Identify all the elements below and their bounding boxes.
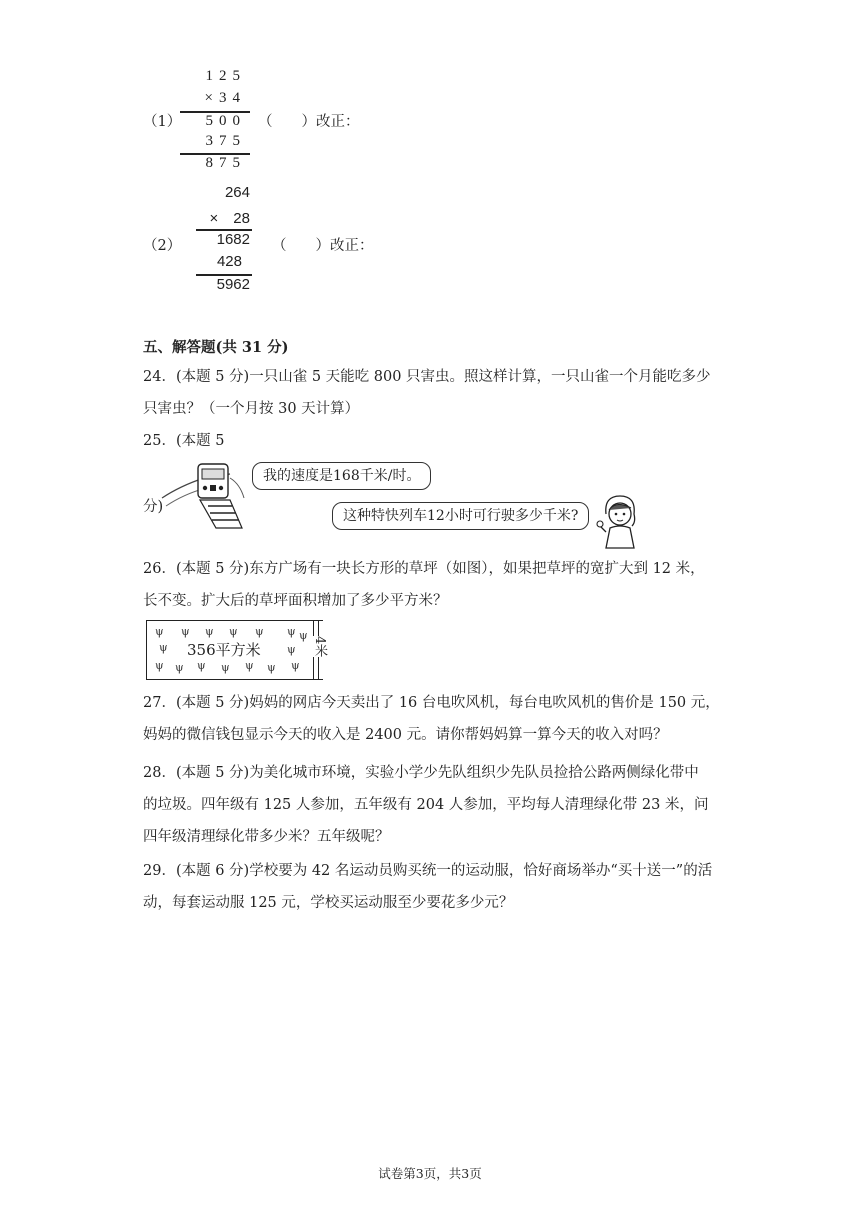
q23-part2-label: （2） [143, 238, 182, 254]
q23-part2-row: 5962 [216, 276, 250, 293]
q23-part1-label: （1） [143, 114, 182, 130]
q23-part1-row: 375 [205, 133, 246, 149]
grass-icon: ψ [175, 661, 184, 674]
q23-part2-answer-blank: （ ）改正： [272, 238, 374, 254]
grass-icon: ψ [155, 625, 164, 638]
q23-part2-row: 1682 [216, 231, 250, 248]
width-dimension-tick [314, 679, 323, 680]
section-heading: 五、解答题(共 31 分) [143, 339, 289, 356]
width-label: 4米 [312, 636, 327, 658]
grass-icon: ψ [291, 659, 300, 672]
q27-text-line: 27．(本题 5 分)妈妈的网店今天卖出了 16 台电吹风机，每台电吹风机的售价是 150 元， [143, 695, 720, 711]
q23-part1-row: 125 [205, 68, 246, 84]
grass-icon: ψ [229, 625, 238, 638]
q23-part1-row: 875 [205, 155, 246, 171]
grass-icon: ψ [245, 659, 254, 672]
q23-part1-row: 500 [205, 113, 246, 129]
lawn-rectangle [146, 620, 314, 680]
width-dimension-tick [314, 620, 323, 621]
grass-icon: ψ [287, 625, 296, 638]
grass-icon: ψ [159, 641, 168, 654]
lawn-area-label: 356平方米 [187, 641, 261, 659]
train-illustration [160, 458, 250, 530]
q23-part1-answer-blank: （ ）改正： [258, 114, 360, 130]
grass-icon: ψ [299, 629, 308, 642]
q27-text-line: 妈妈的微信钱包显示今天的收入是 2400 元。请你帮妈妈算一算今天的收入对吗？ [143, 727, 668, 743]
grass-icon: ψ [205, 625, 214, 638]
q29-text-line: 29．(本题 6 分)学校要为 42 名运动员购买统一的运动服，恰好商场举办“买十送一”的活 [143, 863, 713, 879]
page-footer: 试卷第3页，共3页 [378, 1166, 482, 1181]
q26-text-line: 26．(本题 5 分)东方广场有一块长方形的草坪（如图），如果把草坪的宽扩大到 12 米， [143, 561, 705, 577]
q26-text-line: 长不变。扩大后的草坪面积增加了多少平方米？ [143, 593, 448, 609]
q23-part2-row: 428 [216, 253, 242, 270]
q25-text-line: 分) [143, 499, 164, 515]
grass-icon: ψ [155, 659, 164, 672]
q23-part2-row: × 28 [209, 210, 250, 227]
q23-part2-row: 264 [224, 184, 250, 201]
speech-bubble-girl: 这种特快列车12小时可行驶多少千米? [332, 502, 589, 530]
q28-text-line: 四年级清理绿化带多少米？五年级呢？ [143, 829, 390, 845]
q25-text-line: 25．(本题 5 [143, 433, 225, 449]
grass-icon: ψ [287, 643, 296, 656]
grass-icon: ψ [181, 625, 190, 638]
q23-part1-row: ×34 [204, 90, 246, 106]
q24-text-line: 24．(本题 5 分)一只山雀 5 天能吃 800 只害虫。照这样计算，一只山雀一个月能吃多少 [143, 369, 711, 385]
grass-icon: ψ [267, 661, 276, 674]
q24-text-line: 只害虫？（一个月按 30 天计算） [143, 401, 360, 417]
speech-bubble-train: 我的速度是168千米/时。 [252, 462, 431, 490]
q29-text-line: 动，每套运动服 125 元，学校买运动服至少要花多少元？ [143, 895, 514, 911]
grass-icon: ψ [221, 661, 230, 674]
q28-text-line: 28．(本题 5 分)为美化城市环境，实验小学少先队组织少先队员捡拾公路两侧绿化带中 [143, 765, 699, 781]
grass-icon: ψ [197, 659, 206, 672]
girl-illustration [596, 492, 644, 550]
grass-icon: ψ [255, 625, 264, 638]
q28-text-line: 的垃圾。四年级有 125 人参加，五年级有 204 人参加，平均每人清理绿化带 23 米，问 [143, 797, 709, 813]
